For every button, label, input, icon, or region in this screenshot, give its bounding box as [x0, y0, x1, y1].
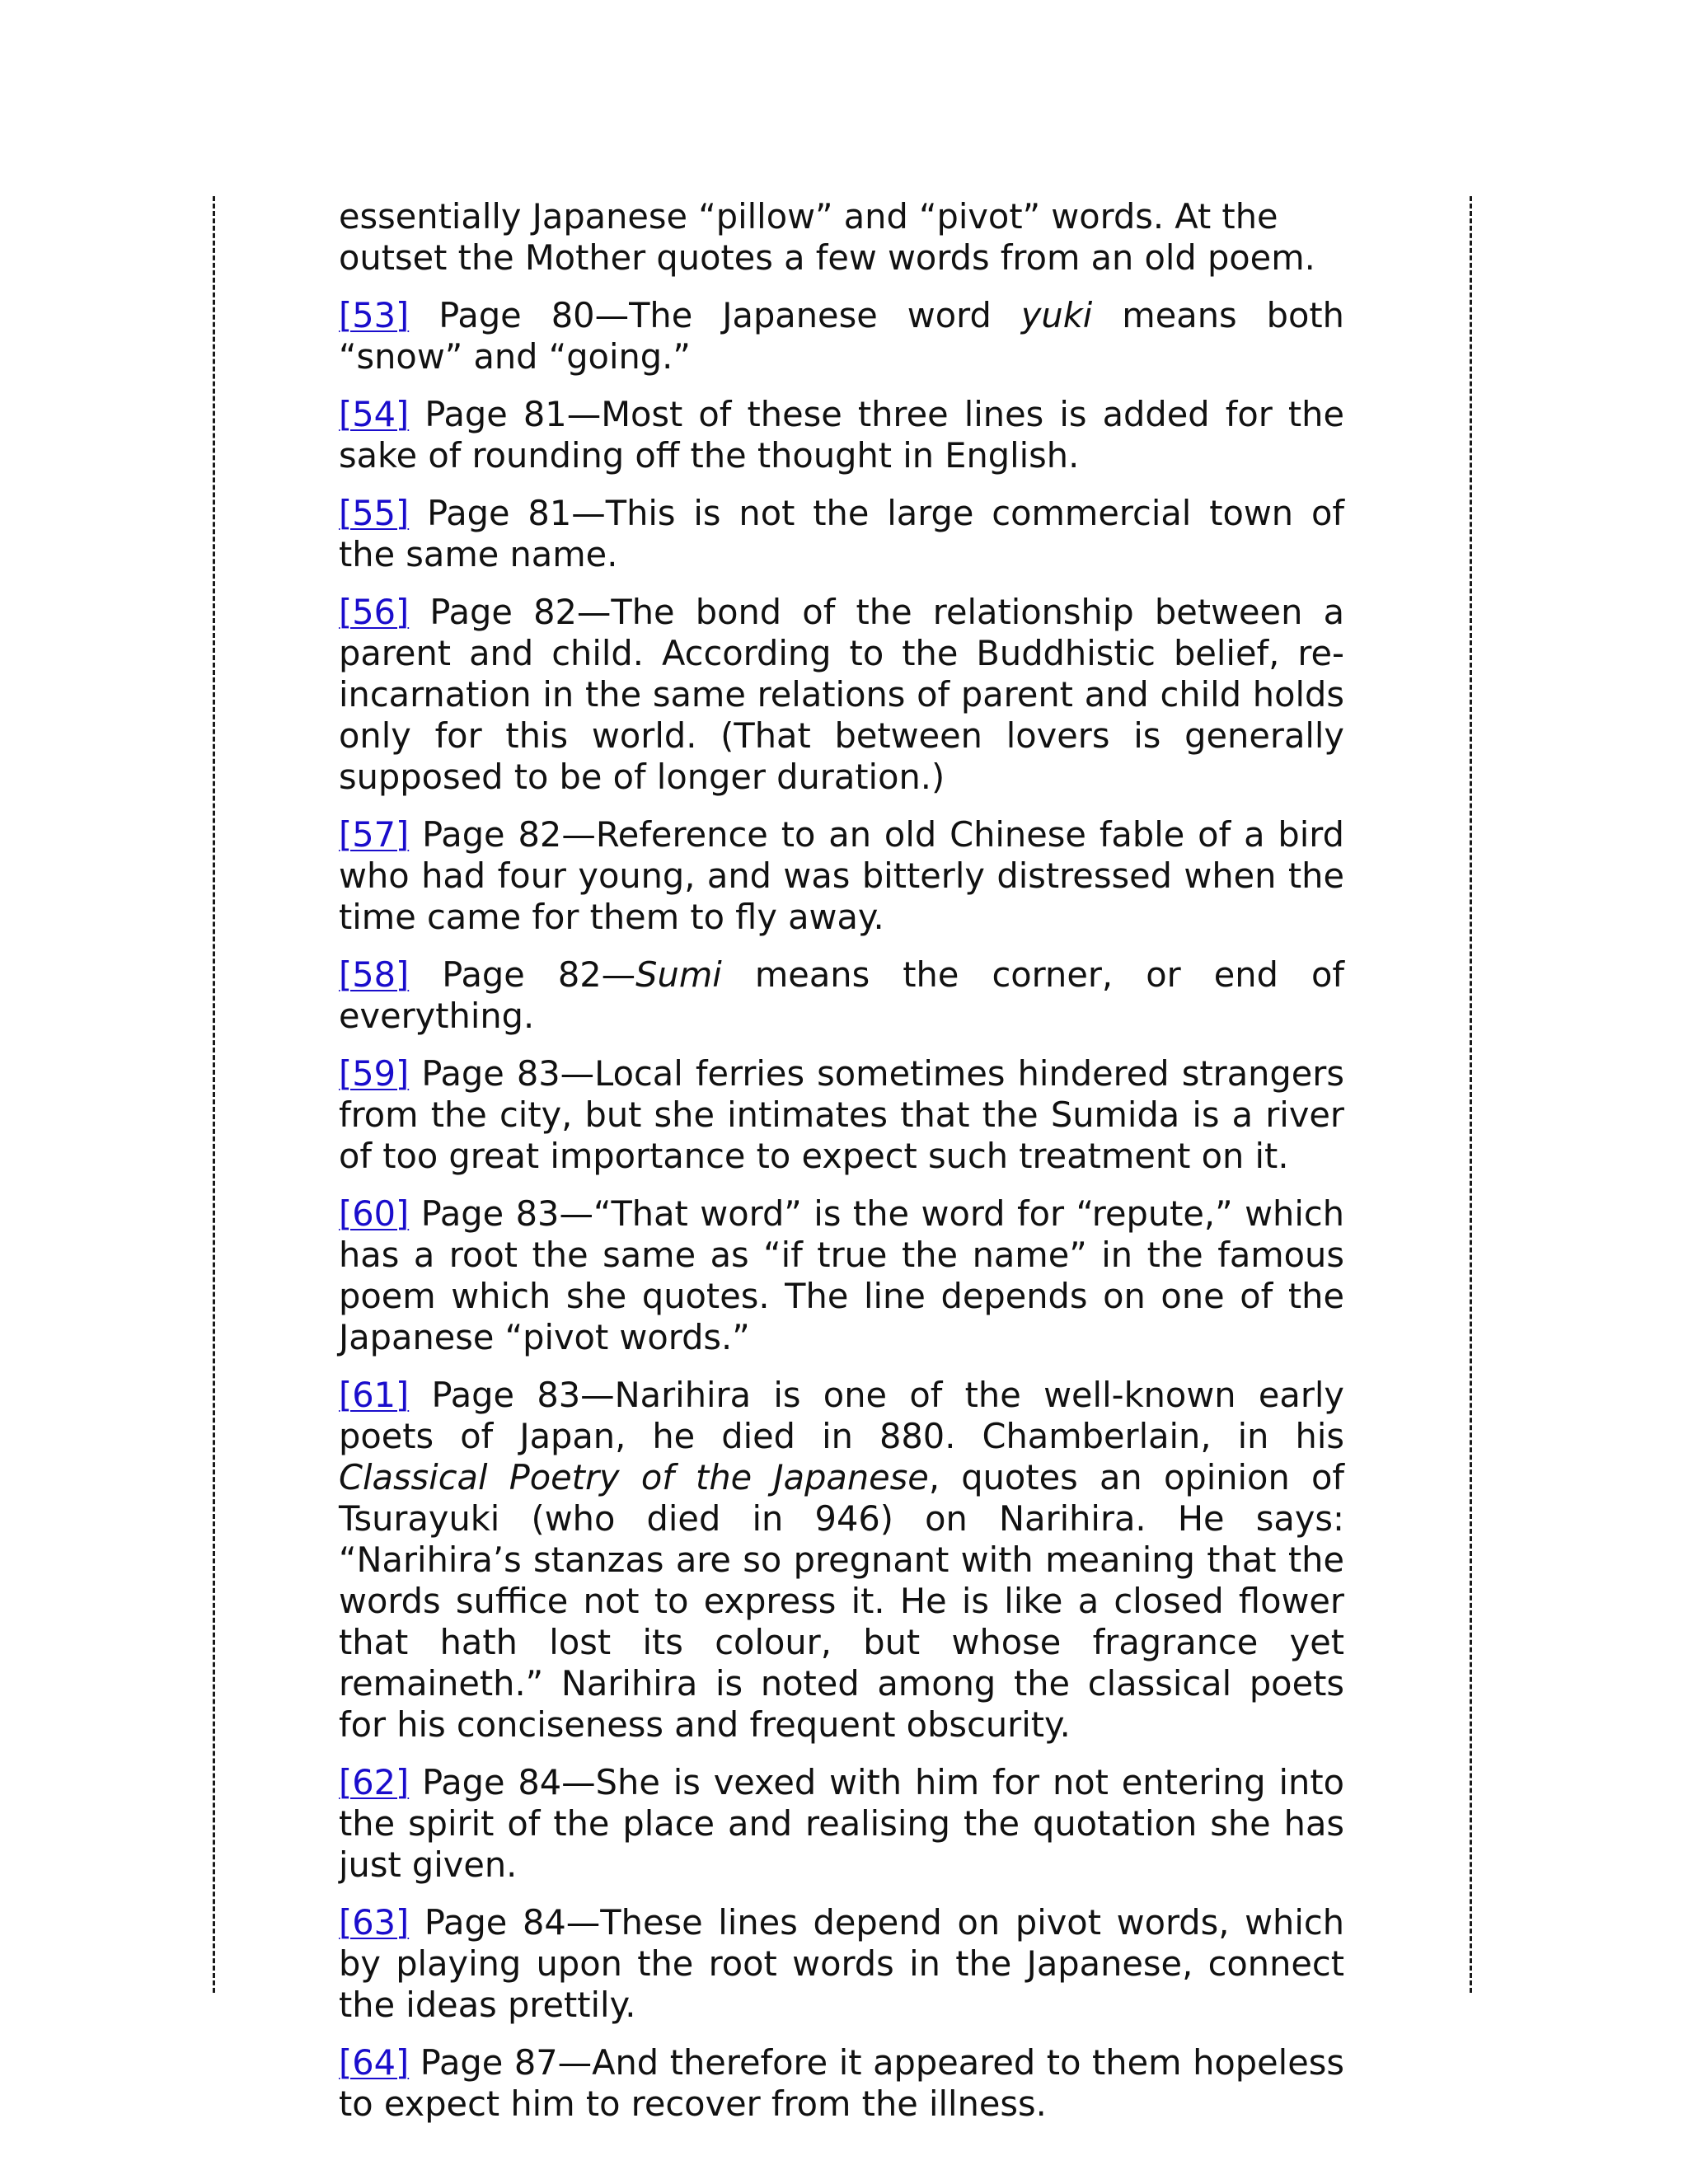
footnote-italic-term: yuki — [1020, 295, 1093, 335]
footnote-link-63[interactable]: [63] — [339, 1902, 410, 1943]
footnote-text: Page 82— — [442, 954, 636, 995]
footnote-text: Page 82—Reference to an old Chinese fable of a bird who had four young, and was bitterly distressed when the time came for them to fly away. — [339, 814, 1344, 937]
footnote-link-55[interactable]: [55] — [339, 493, 410, 533]
footnote-link-57[interactable]: [57] — [339, 814, 410, 855]
footnote-text: , quotes an opinion of Tsurayuki (who died in 946) on Narihira. He says: “Narihira’s stanzas are so pregnant with meaning that the words suffice not to express it. He is like a closed flower that hath lost its colour, but whose fragrance yet remaineth.” Narihira is noted among the classical poets for his conciseness and frequent obscurity. — [339, 1457, 1344, 1745]
footnote-54 — [339, 394, 1344, 476]
footnote-text: Page 84—These lines depend on pivot words, which by playing upon the root words in the Japanese, connect the ideas prettily. — [339, 1902, 1344, 2025]
footnote-text: means the corner, or end of everything. — [339, 954, 1344, 1036]
footnote-text: Page 82—The bond of the relationship between a parent and child. According to the Buddhistic belief, re-incarnation in the same relations of parent and child holds only for this world. (That between lovers is generally supposed to be of longer duration.) — [339, 592, 1344, 797]
footnote-link-56[interactable]: [56] — [339, 592, 410, 632]
footnote-link-62[interactable]: [62] — [339, 1762, 410, 1802]
footnote-text: Page 87—And therefore it appeared to them hopeless to expect him to recover from the illness. — [339, 2042, 1344, 2124]
footnote-text: Page 83—Local ferries sometimes hindered strangers from the city, but she intimates that the Sumida is a river of too great importance to expect such treatment on it. — [339, 1053, 1344, 1176]
footnote-text: means both “snow” and “going.” — [339, 295, 1344, 377]
footnote-text: Page 83—“That word” is the word for “repute,” which has a root the same as “if true the name” in the famous poem which she quotes. The line depends on one of the Japanese “pivot words.” — [339, 1193, 1344, 1357]
footnote-link-64[interactable]: [64] — [339, 2042, 410, 2083]
right-margin-rule — [1470, 196, 1472, 1993]
footnote-text: Page 84—She is vexed with him for not entering into the spirit of the place and realising the quotation she has just given. — [339, 1762, 1344, 1885]
footnote-text: Page 80—The Japanese word — [438, 295, 1021, 335]
footnote-59 — [339, 1053, 1344, 1177]
footnote-57 — [339, 814, 1344, 938]
footnote-link-61[interactable]: [61] — [339, 1375, 410, 1415]
footnote-58 — [339, 954, 1344, 1037]
footnote-55 — [339, 493, 1344, 575]
footnote-64 — [339, 2042, 1344, 2125]
footnote-61 — [339, 1375, 1344, 1746]
footnote-link-58[interactable]: [58] — [339, 954, 410, 995]
footnote-italic-title: Classical Poetry of the Japanese — [339, 1457, 929, 1497]
continuation-paragraph: essentially Japanese “pillow” and “pivot” words. At the outset the Mother quotes a few words from an old poem. — [339, 196, 1315, 278]
footnote-link-60[interactable]: [60] — [339, 1193, 410, 1234]
left-margin-rule — [213, 196, 215, 1993]
footnote-link-59[interactable]: [59] — [339, 1053, 410, 1094]
footnote-text: Page 81—This is not the large commercial town of the same name. — [339, 493, 1344, 574]
footnote-60 — [339, 1193, 1344, 1358]
footnote-link-53[interactable]: [53] — [339, 295, 410, 335]
footnote-text: Page 83—Narihira is one of the well-known early poets of Japan, he died in 880. Chamberlain, in his — [339, 1375, 1344, 1456]
footnote-62 — [339, 1762, 1344, 1886]
footnote-text: Page 81—Most of these three lines is added for the sake of rounding off the thought in English. — [339, 394, 1344, 476]
footnote-italic-term: Sumi — [635, 954, 722, 995]
footnote-link-54[interactable]: [54] — [339, 394, 410, 434]
footnotes-column — [339, 196, 1344, 2141]
footnote-53 — [339, 295, 1344, 377]
footnote-63 — [339, 1902, 1344, 2026]
footnote-56 — [339, 592, 1344, 798]
